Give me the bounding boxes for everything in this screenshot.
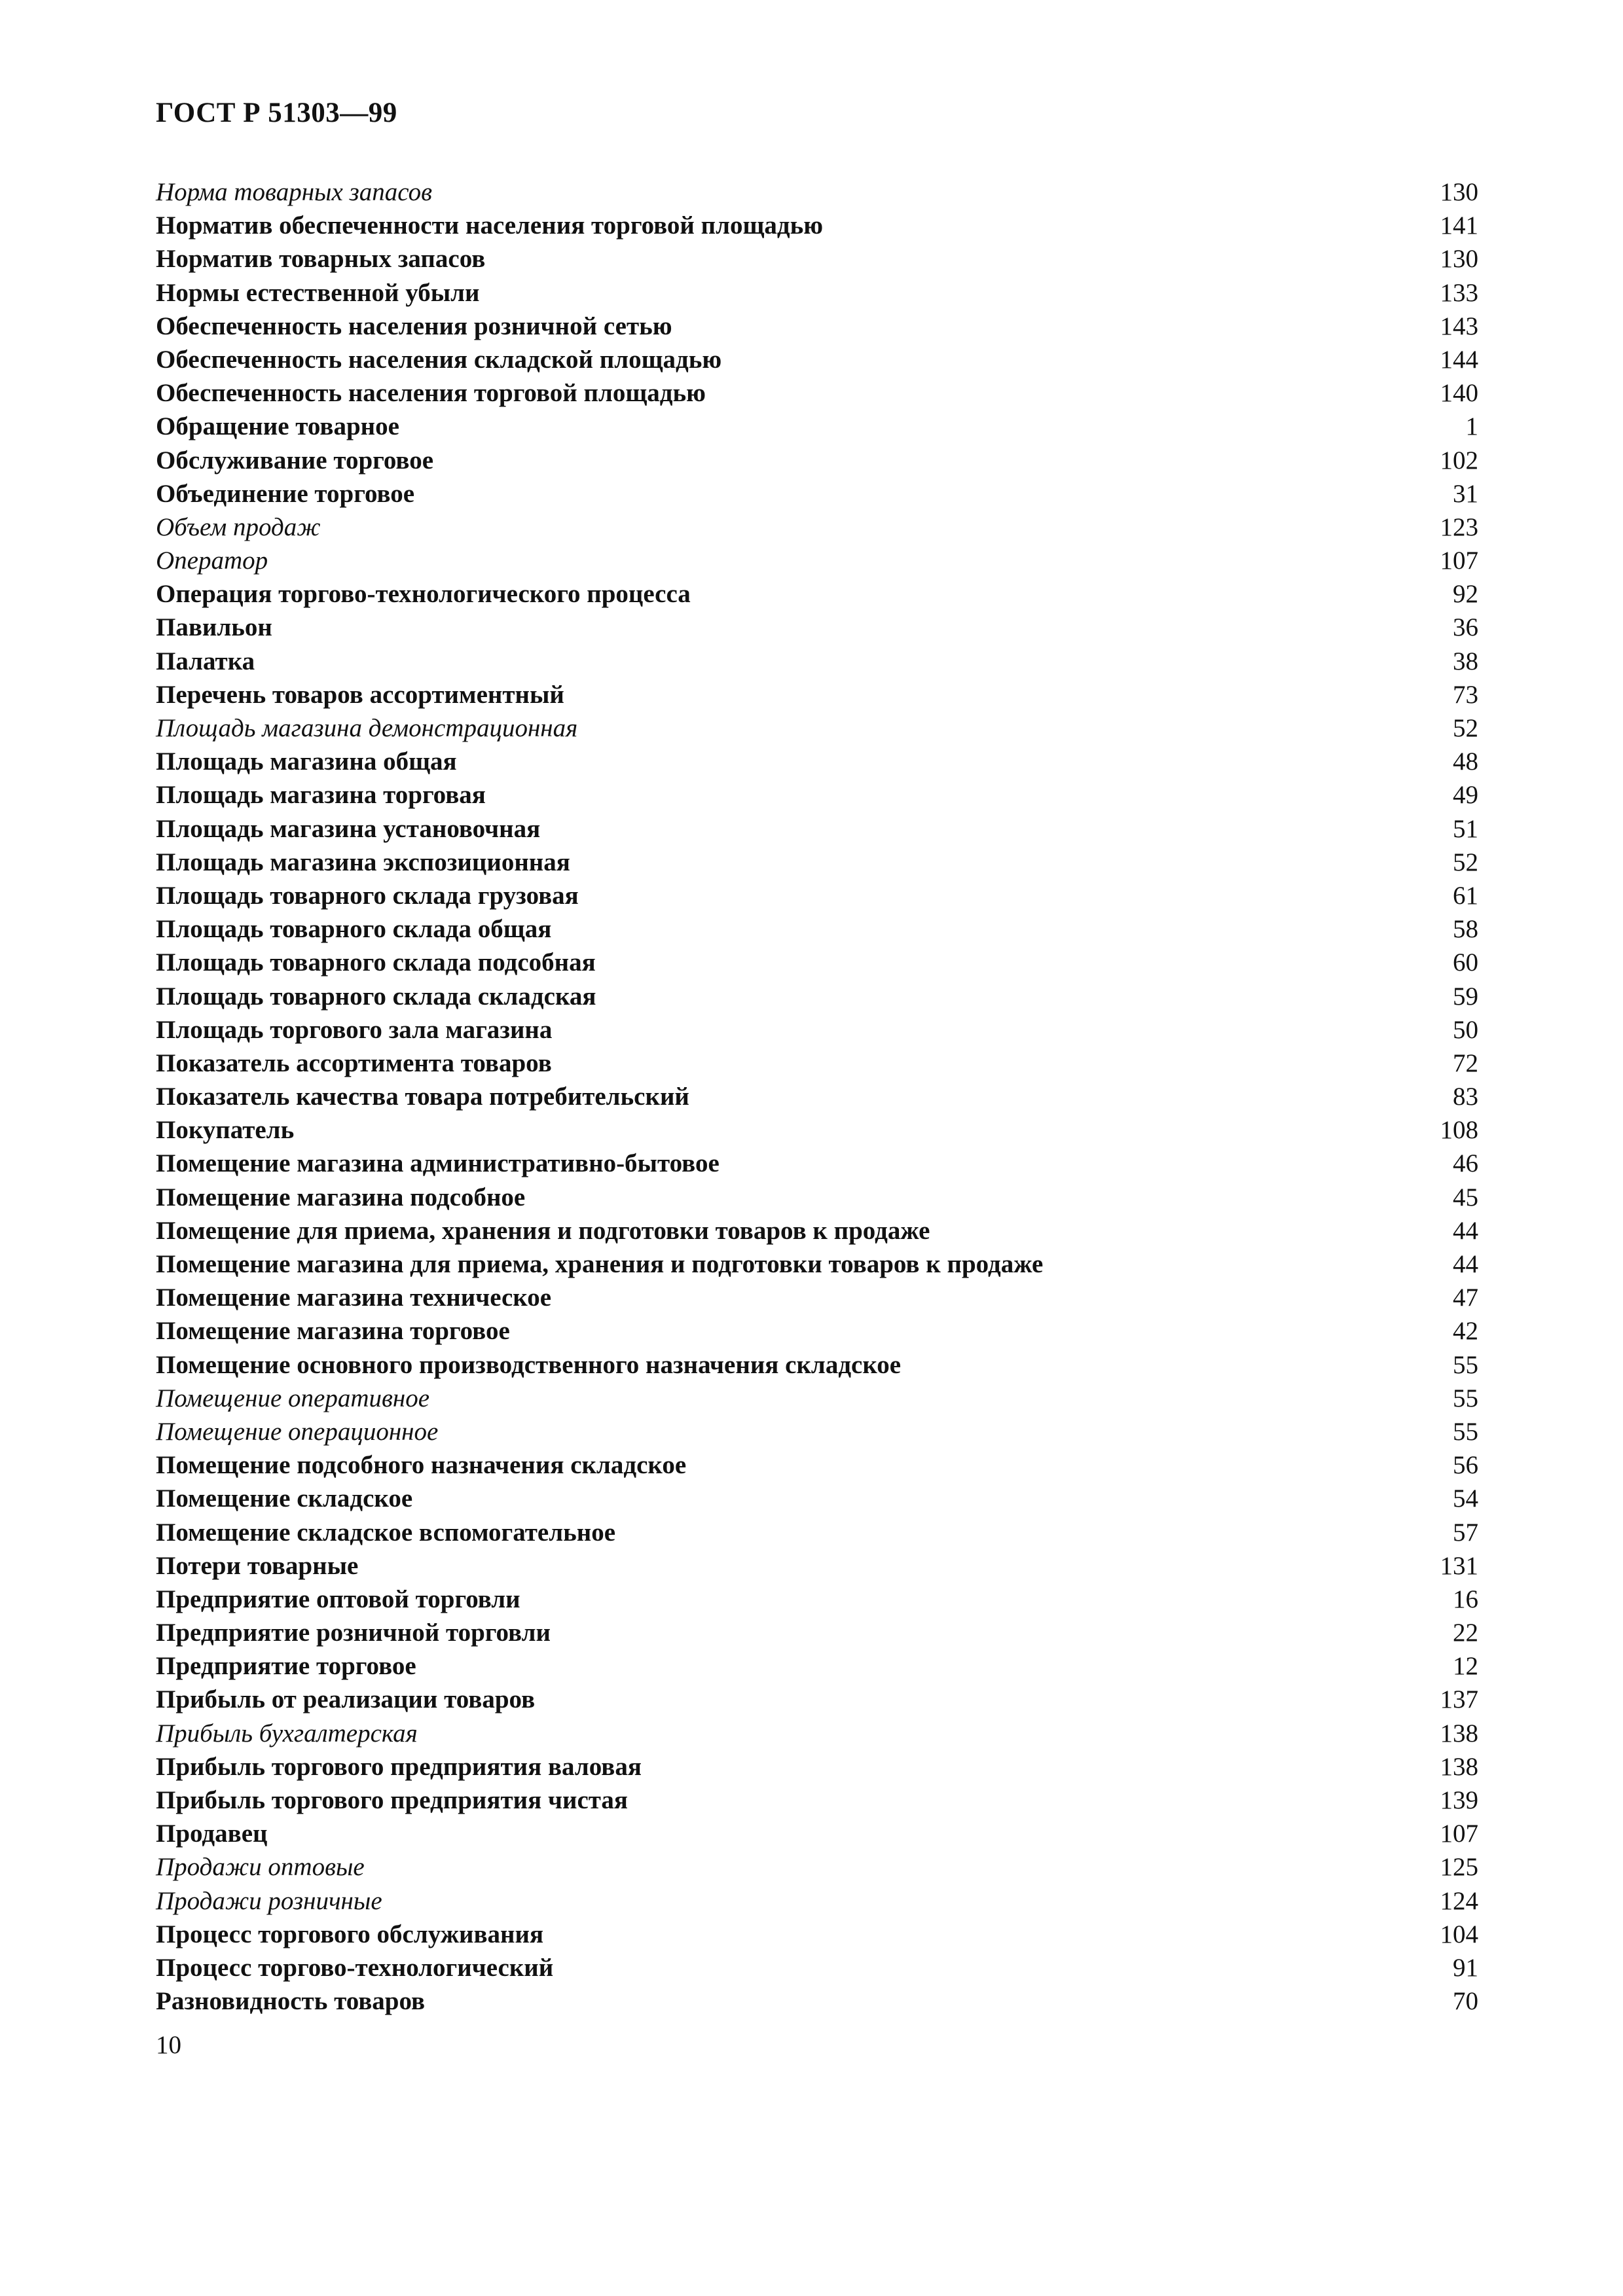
index-term-number: 144: [1440, 345, 1478, 374]
index-entry: [156, 1247, 1478, 1281]
index-entry: [156, 1047, 1478, 1080]
index-term: Помещение магазина подсобное: [156, 1183, 526, 1211]
index-entry: [156, 1482, 1478, 1515]
index-entry: [156, 1683, 1478, 1716]
index-term-number: 61: [1453, 881, 1478, 910]
index-term-number: 52: [1453, 848, 1478, 876]
index-term-number: 123: [1440, 512, 1478, 541]
index-term-synonym: Помещение оперативное: [156, 1384, 430, 1412]
alphabetical-term-index: [156, 175, 1478, 2018]
index-term: Показатель качества товара потребительский: [156, 1083, 689, 1111]
index-entry: [156, 1750, 1478, 1784]
index-entry: [156, 1817, 1478, 1850]
index-term: Площадь магазина торговая: [156, 781, 486, 810]
index-term-number: 143: [1440, 312, 1478, 340]
index-term-synonym: Продажи оптовые: [156, 1853, 365, 1882]
index-term-number: 54: [1453, 1484, 1478, 1513]
index-term-number: 55: [1453, 1417, 1478, 1446]
index-term: Предприятие торговое: [156, 1652, 416, 1681]
index-entry: [156, 812, 1478, 846]
index-entry: [156, 343, 1478, 376]
index-term-number: 124: [1440, 1886, 1478, 1915]
index-term-number: 56: [1453, 1451, 1478, 1480]
index-term-number: 16: [1453, 1585, 1478, 1613]
index-term: Площадь товарного склада грузовая: [156, 881, 579, 910]
index-term-number: 51: [1453, 814, 1478, 843]
index-entry: [156, 310, 1478, 343]
index-term-number: 104: [1440, 1920, 1478, 1948]
index-entry: [156, 645, 1478, 678]
index-term-number: 92: [1453, 580, 1478, 609]
index-term-number: 50: [1453, 1015, 1478, 1044]
index-entry: [156, 276, 1478, 310]
index-term-number: 44: [1453, 1216, 1478, 1245]
index-term: Помещение складское: [156, 1484, 413, 1513]
index-term: Нормы естественной убыли: [156, 278, 480, 307]
index-term: Площадь магазина экспозиционная: [156, 848, 570, 876]
index-term: Площадь магазина общая: [156, 747, 457, 776]
index-term: Помещение для приема, хранения и подготовки товаров к продаже: [156, 1216, 930, 1245]
index-entry: [156, 1415, 1478, 1448]
index-term: Норматив обеспеченности населения торговой площадью: [156, 211, 824, 240]
index-term-number: 60: [1453, 948, 1478, 977]
index-term-number: 138: [1440, 1752, 1478, 1781]
index-term: Предприятие розничной торговли: [156, 1619, 551, 1647]
index-entry: [156, 980, 1478, 1013]
page-number: 10: [156, 2031, 181, 2059]
index-term-synonym: Продажи розничные: [156, 1886, 382, 1915]
index-term-number: 141: [1440, 211, 1478, 240]
index-entry: [156, 577, 1478, 611]
index-term: Помещение складское вспомогательное: [156, 1518, 615, 1547]
index-term: Перечень товаров ассортиментный: [156, 680, 564, 709]
index-entry: [156, 1013, 1478, 1047]
index-term: Площадь товарного склада складская: [156, 982, 596, 1011]
index-term: Помещение магазина для приема, хранения и подготовки товаров к продаже: [156, 1250, 1044, 1278]
index-term-number: 31: [1453, 479, 1478, 508]
index-term: Помещение подсобного назначения складское: [156, 1451, 687, 1480]
index-term-number: 42: [1453, 1317, 1478, 1346]
index-term: Павильон: [156, 613, 272, 642]
index-entry: [156, 376, 1478, 410]
index-entry: [156, 1382, 1478, 1415]
index-term-number: 52: [1453, 714, 1478, 742]
index-entry: [156, 711, 1478, 745]
index-term-number: 49: [1453, 781, 1478, 810]
index-entry: [156, 1850, 1478, 1884]
index-term-number: 73: [1453, 680, 1478, 709]
index-term: Объединение торговое: [156, 479, 415, 508]
index-term: Обеспеченность населения складской площадью: [156, 345, 722, 374]
index-term: Норматив товарных запасов: [156, 245, 486, 274]
document-header: ГОСТ Р 51303—99: [156, 98, 397, 128]
index-term-number: 130: [1440, 245, 1478, 274]
index-entry: [156, 946, 1478, 979]
index-entry: [156, 912, 1478, 946]
index-entry: [156, 1113, 1478, 1147]
index-entry: [156, 1516, 1478, 1549]
index-term-number: 107: [1440, 547, 1478, 575]
index-term-number: 55: [1453, 1350, 1478, 1379]
index-entry: [156, 1884, 1478, 1918]
index-entry: [156, 1549, 1478, 1583]
index-term: Обеспеченность населения розничной сетью: [156, 312, 672, 340]
index-term: Предприятие оптовой торговли: [156, 1585, 520, 1613]
index-term-number: 130: [1440, 178, 1478, 206]
index-term: Процесс торгового обслуживания: [156, 1920, 544, 1948]
index-term-synonym: Помещение операционное: [156, 1417, 439, 1446]
index-term-number: 36: [1453, 613, 1478, 642]
index-term-number: 47: [1453, 1283, 1478, 1312]
index-term-number: 125: [1440, 1853, 1478, 1882]
index-term: Площадь товарного склада подсобная: [156, 948, 596, 977]
index-entry: [156, 1649, 1478, 1683]
index-entry: [156, 511, 1478, 544]
index-term-number: 38: [1453, 647, 1478, 675]
index-entry: [156, 209, 1478, 242]
index-term: Помещение основного производственного назначения складское: [156, 1350, 902, 1379]
index-term-number: 44: [1453, 1250, 1478, 1278]
index-term-number: 133: [1440, 278, 1478, 307]
index-term: Показатель ассортимента товаров: [156, 1049, 552, 1077]
index-term-number: 140: [1440, 379, 1478, 408]
index-entry: [156, 611, 1478, 644]
index-term-synonym: Объем продаж: [156, 512, 321, 541]
index-entry: [156, 1448, 1478, 1482]
index-entry: [156, 1918, 1478, 1951]
index-entry: [156, 1984, 1478, 2018]
index-entry: [156, 678, 1478, 711]
index-term: Операция торгово-технологического процесса: [156, 580, 691, 609]
index-term: Потери товарные: [156, 1551, 359, 1580]
index-term-synonym: Норма товарных запасов: [156, 178, 432, 206]
index-entry: [156, 242, 1478, 276]
index-term-number: 108: [1440, 1116, 1478, 1145]
index-term-number: 139: [1440, 1786, 1478, 1814]
index-term: Процесс торгово-технологический: [156, 1953, 554, 1982]
index-term-number: 59: [1453, 982, 1478, 1011]
index-term-number: 107: [1440, 1820, 1478, 1848]
index-entry: [156, 1181, 1478, 1214]
index-term-number: 102: [1440, 446, 1478, 475]
index-entry: [156, 444, 1478, 477]
index-term-number: 48: [1453, 747, 1478, 776]
index-term: Площадь магазина установочная: [156, 814, 541, 843]
index-term: Прибыль торгового предприятия чистая: [156, 1786, 628, 1814]
index-entry: [156, 1080, 1478, 1113]
index-entry: [156, 1951, 1478, 1984]
index-term: Площадь товарного склада общая: [156, 915, 552, 944]
index-entry: [156, 1616, 1478, 1649]
index-entry: [156, 846, 1478, 879]
index-entry: [156, 1784, 1478, 1817]
index-entry: [156, 1583, 1478, 1616]
index-term-number: 46: [1453, 1149, 1478, 1178]
index-term-number: 131: [1440, 1551, 1478, 1580]
index-entry: [156, 1348, 1478, 1382]
index-term: Покупатель: [156, 1116, 295, 1145]
index-entry: [156, 410, 1478, 443]
index-term: Площадь торгового зала магазина: [156, 1015, 553, 1044]
index-term: Продавец: [156, 1820, 268, 1848]
index-term-number: 137: [1440, 1685, 1478, 1714]
index-term: Помещение магазина административно-бытовое: [156, 1149, 720, 1178]
index-entry: [156, 477, 1478, 511]
index-entry: [156, 1147, 1478, 1180]
index-entry: [156, 175, 1478, 209]
index-term-number: 72: [1453, 1049, 1478, 1077]
index-entry: [156, 544, 1478, 577]
index-term-synonym: Прибыль бухгалтерская: [156, 1719, 418, 1748]
index-term-synonym: Площадь магазина демонстрационная: [156, 714, 578, 742]
index-term: Помещение магазина торговое: [156, 1317, 510, 1346]
index-term: Помещение магазина техническое: [156, 1283, 552, 1312]
index-term: Обеспеченность населения торговой площадью: [156, 379, 706, 408]
index-entry: [156, 1314, 1478, 1348]
index-term-number: 55: [1453, 1384, 1478, 1412]
index-term-number: 1: [1465, 412, 1478, 441]
index-term-number: 45: [1453, 1183, 1478, 1211]
index-term-number: 57: [1453, 1518, 1478, 1547]
index-term: Обращение товарное: [156, 412, 399, 441]
index-term-number: 12: [1453, 1652, 1478, 1681]
index-term-number: 138: [1440, 1719, 1478, 1748]
index-term-number: 83: [1453, 1083, 1478, 1111]
index-term: Прибыль от реализации товаров: [156, 1685, 536, 1714]
index-term: Разновидность товаров: [156, 1987, 426, 2016]
index-term-number: 22: [1453, 1619, 1478, 1647]
index-term-number: 70: [1453, 1987, 1478, 2016]
index-term: Прибыль торгового предприятия валовая: [156, 1752, 642, 1781]
index-term: Палатка: [156, 647, 255, 675]
index-entry: [156, 778, 1478, 812]
index-term-number: 91: [1453, 1953, 1478, 1982]
index-entry: [156, 1717, 1478, 1750]
index-entry: [156, 745, 1478, 778]
index-term-number: 58: [1453, 915, 1478, 944]
index-term-synonym: Оператор: [156, 547, 268, 575]
index-entry: [156, 1281, 1478, 1314]
index-term: Обслуживание торговое: [156, 446, 434, 475]
index-entry: [156, 879, 1478, 912]
index-entry: [156, 1214, 1478, 1247]
